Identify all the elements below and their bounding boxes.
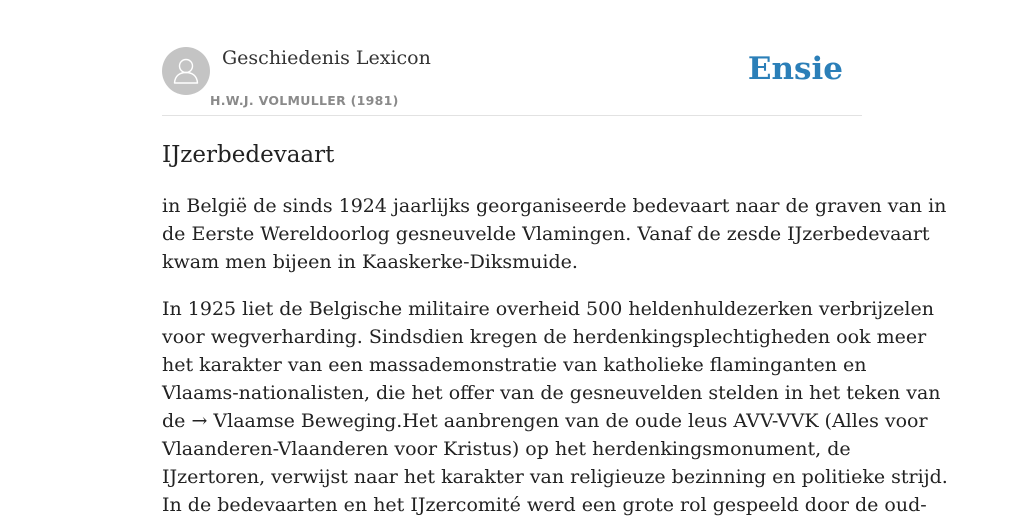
paragraph-line: IJzertoren, verwijst naar het karakter van religieuze bezinning en politieke strijd. (162, 466, 948, 488)
ensie-logo-link[interactable]: Ensie (747, 51, 843, 87)
article-title: IJzerbedevaart (162, 142, 335, 168)
paragraph-line: het karakter van een massademonstratie van katholieke flaminganten en (162, 354, 867, 376)
lexicon-header (162, 0, 862, 116)
paragraph-line: voor wegverharding. Sindsdien kregen de herdenkingsplechtigheden ook meer (162, 326, 927, 348)
article-paragraph-1 (162, 192, 947, 276)
article-paragraph-2 (162, 295, 948, 519)
lexicon-name-link[interactable]: Geschiedenis Lexicon (222, 47, 431, 69)
paragraph-line: in België de sinds 1924 jaarlijks georganiseerde bedevaart naar de graven van in (162, 195, 947, 217)
user-silhouette-icon[interactable] (162, 47, 210, 95)
cross-reference-link-vlaamse-beweging[interactable]: → Vlaamse Beweging (191, 410, 397, 432)
paragraph-line: In 1925 liet de Belgische militaire overheid 500 heldenhuldezerken verbrijzelen (162, 298, 934, 320)
text-segment: .Het aanbrengen van de oude leus AVV-VVK (Alles voor (396, 410, 928, 432)
page-content (162, 0, 948, 516)
text-segment: de (162, 410, 192, 432)
paragraph-line: kwam men bijeen in Kaaskerke-Diksmuide. (162, 251, 578, 273)
paragraph-line-with-link (162, 407, 928, 435)
paragraph-line: de Eerste Wereldoorlog gesneuvelde Vlamingen. Vanaf de zesde IJzerbedevaart (162, 223, 930, 245)
author-credit: H.W.J. VOLMULLER (1981) (210, 93, 399, 108)
paragraph-line: Vlaanderen-Vlaanderen voor Kristus) op het herdenkingsmonument, de (162, 438, 851, 460)
paragraph-line: Vlaams-nationalisten, die het offer van de gesneuvelden stelden in het teken van (162, 382, 941, 404)
paragraph-line: In de bedevaarten en het IJzercomité werd een grote rol gespeeld door de oud- (162, 494, 927, 516)
